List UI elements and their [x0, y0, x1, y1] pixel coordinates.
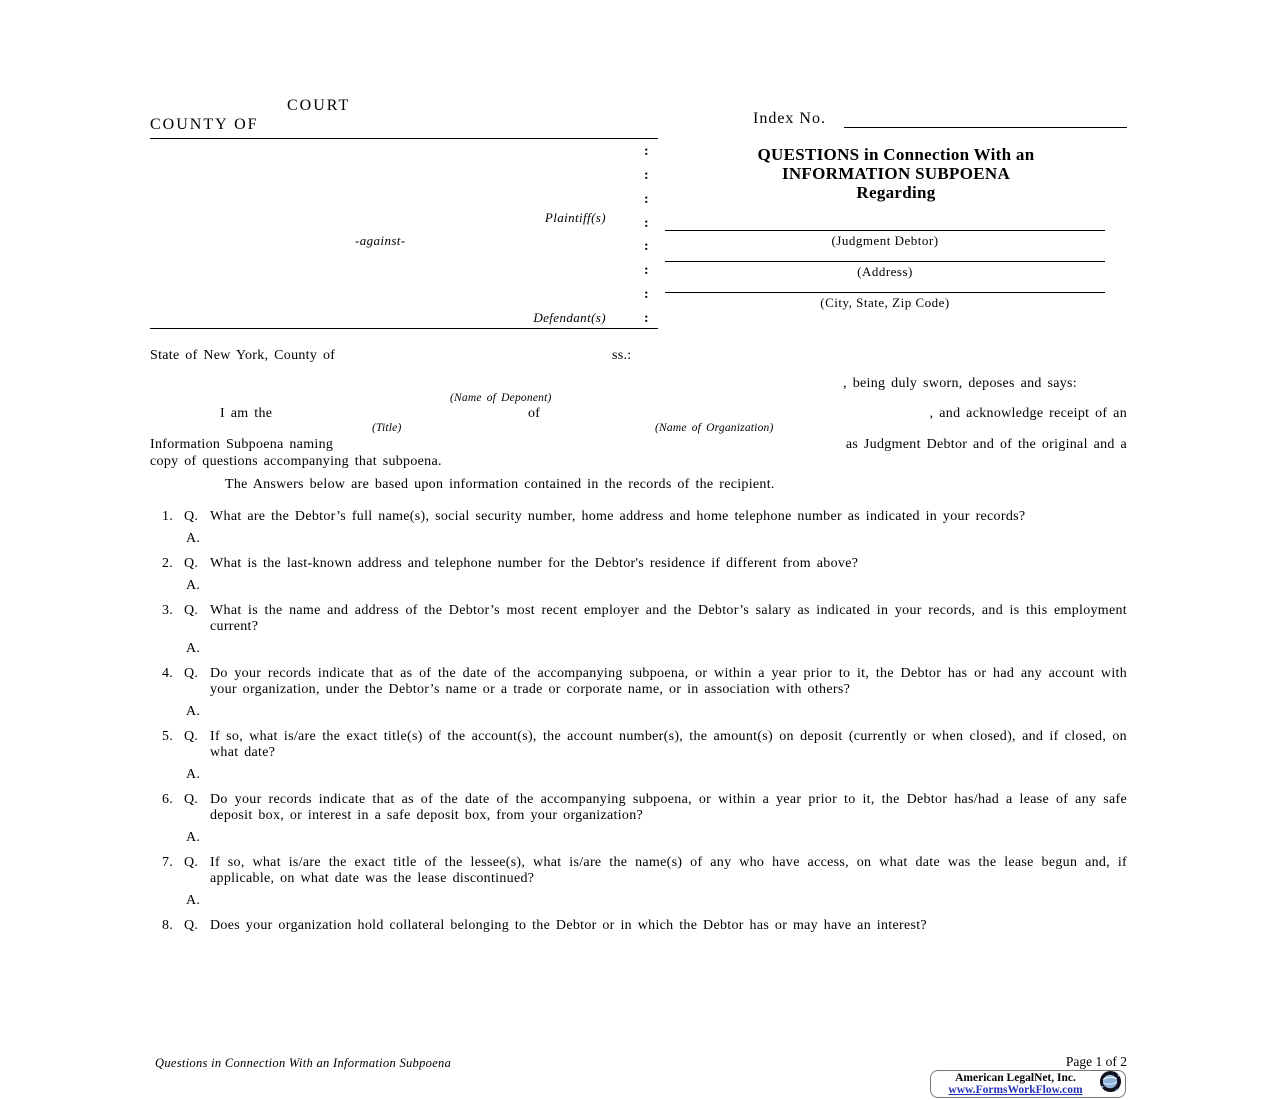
logo-company-name: American LegalNet, Inc. — [955, 1072, 1076, 1084]
state-county-text: State of New York, County of — [150, 348, 336, 363]
caption-separator-colon: : — [644, 310, 649, 326]
plaintiff-label: Plaintiff(s) — [544, 210, 606, 225]
question-label: Q. — [184, 509, 199, 524]
court-label: COURT — [287, 97, 351, 114]
question-label: Q. — [184, 666, 199, 681]
judgment-debtor-original-text: as Judgment Debtor and of the original and a — [845, 437, 1127, 452]
question-item-4 — [150, 666, 1127, 720]
document-title — [665, 145, 1127, 202]
of-text: of — [528, 406, 541, 421]
answer-label: A. — [186, 704, 201, 719]
globe-logo-icon — [1099, 1070, 1122, 1098]
caption-separator-colons — [644, 145, 649, 325]
address-caption: (Address) — [857, 264, 913, 279]
caption-separator-colon: : — [644, 287, 649, 303]
page-footer — [0, 1048, 1275, 1100]
question-label: Q. — [184, 855, 199, 870]
acknowledge-receipt-text: , and acknowledge receipt of an — [929, 406, 1127, 421]
title-caption: (Title) — [372, 422, 402, 434]
document-title-line-3: Regarding — [856, 183, 936, 202]
question-text: What is the last-known address and telephone number for the Debtor's residence if different from above? — [210, 556, 859, 571]
caption-separator-colon: : — [644, 167, 649, 183]
judgment-debtor-fill-in-line[interactable] — [665, 230, 1105, 231]
city-state-zip-field — [665, 292, 1105, 311]
document-title-line-1: QUESTIONS in Connection With an — [757, 145, 1035, 164]
question-label: Q. — [184, 556, 199, 571]
index-no-label: Index No. — [753, 110, 826, 127]
defendant-label: Defendant(s) — [533, 310, 606, 325]
i-am-the-text: I am the — [220, 406, 273, 421]
document-title-line-2: INFORMATION SUBPOENA — [781, 164, 1011, 183]
answer-label: A. — [186, 830, 201, 845]
county-of-fill-in-line[interactable] — [150, 116, 658, 139]
i-am-the-line — [150, 405, 1127, 422]
answers-note: The Answers below are based upon information contained in the records of the recipient. — [225, 477, 775, 492]
subpoena-naming-text: Information Subpoena naming — [150, 437, 334, 452]
question-text: If so, what is/are the exact title(s) of the account(s), the account number(s), the amount(s) on deposit (currently or when closed), and if closed, on what date? — [210, 729, 1127, 760]
question-text: Do your records indicate that as of the date of the accompanying subpoena, or within a year prior to it, the Debtor has/had a lease of any safe deposit box, or interest in a safe deposit box, from your organization? — [210, 792, 1127, 823]
index-number-row — [665, 110, 1127, 128]
american-legalnet-logo-box — [930, 1070, 1126, 1098]
question-item-3 — [150, 603, 1127, 657]
question-label: Q. — [184, 792, 199, 807]
document-body — [150, 340, 1127, 943]
city-state-zip-caption: (City, State, Zip Code) — [820, 295, 950, 310]
question-text: Does your organization hold collateral belonging to the Debtor or in which the Debtor has or may have an interest? — [210, 918, 927, 933]
question-number: 2. — [162, 556, 174, 571]
state-county-line — [150, 347, 1127, 364]
address-fill-in-line[interactable] — [665, 261, 1105, 262]
copy-of-questions-text: copy of questions accompanying that subpoena. — [150, 454, 442, 469]
question-item-6 — [150, 792, 1127, 846]
question-text: Do your records indicate that as of the date of the accompanying subpoena, or within a year prior to it, the Debtor has or had any account with your organization, under the Debtor’s name or a trade or corporate name, or in association with others? — [210, 666, 1127, 697]
question-number: 7. — [162, 855, 174, 870]
caption-separator-colon: : — [644, 144, 649, 159]
subpoena-naming-line — [150, 436, 1127, 453]
ss-label: ss.: — [612, 348, 632, 363]
answer-label: A. — [186, 531, 201, 546]
question-label: Q. — [184, 729, 199, 744]
question-text: If so, what is/are the exact title of the lessee(s), what is/are the name(s) of any who have access, on what date was the lease begun and, if applicable, on what date was the lease discontinued? — [210, 855, 1127, 886]
formsworkflow-link[interactable]: www.FormsWorkFlow.com — [948, 1084, 1083, 1096]
question-item-2 — [150, 556, 1127, 594]
judgment-debtor-caption: (Judgment Debtor) — [831, 233, 939, 248]
question-item-7 — [150, 855, 1127, 909]
field-captions-line — [150, 422, 1127, 436]
question-number: 4. — [162, 666, 174, 681]
page-number: Page 1 of 2 — [1065, 1054, 1127, 1069]
against-label: -against- — [355, 233, 406, 248]
caption-separator-colon: : — [644, 239, 649, 255]
caption-separator-colon: : — [644, 191, 649, 207]
question-item-5 — [150, 729, 1127, 783]
name-of-organization-caption: (Name of Organization) — [655, 422, 774, 434]
caption-separator-colon: : — [644, 263, 649, 279]
party-caption-box — [150, 140, 658, 329]
question-item-1 — [150, 509, 1127, 547]
question-item-8 — [150, 918, 1127, 934]
answer-label: A. — [186, 641, 201, 656]
city-state-zip-fill-in-line[interactable] — [665, 292, 1105, 293]
index-no-fill-in-line[interactable] — [844, 113, 1127, 128]
question-text: What are the Debtor’s full name(s), social security number, home address and home telephone number as indicated in your records? — [210, 509, 1026, 524]
answer-label: A. — [186, 578, 201, 593]
logo-text — [934, 1072, 1097, 1096]
question-number: 1. — [162, 509, 174, 524]
address-field — [665, 261, 1105, 280]
question-label: Q. — [184, 603, 199, 618]
answer-label: A. — [186, 767, 201, 782]
caption-separator-colon: : — [644, 215, 649, 231]
judgment-debtor-field — [665, 230, 1105, 249]
question-number: 5. — [162, 729, 174, 744]
question-number: 8. — [162, 918, 174, 933]
sworn-statement-line: , being duly sworn, deposes and says: — [843, 376, 1077, 391]
answer-label: A. — [186, 893, 201, 908]
footer-document-title: Questions in Connection With an Information Subpoena — [155, 1056, 452, 1070]
county-of-label: COUNTY OF — [150, 116, 259, 133]
case-caption-header — [150, 95, 1127, 340]
questions-list — [150, 509, 1127, 934]
question-number: 3. — [162, 603, 174, 618]
question-text: What is the name and address of the Debtor’s most recent employer and the Debtor’s salary as indicated in your records, and is this employment current? — [210, 603, 1127, 634]
name-of-deponent-caption: (Name of Deponent) — [450, 392, 552, 404]
question-number: 6. — [162, 792, 174, 807]
question-label: Q. — [184, 918, 199, 933]
